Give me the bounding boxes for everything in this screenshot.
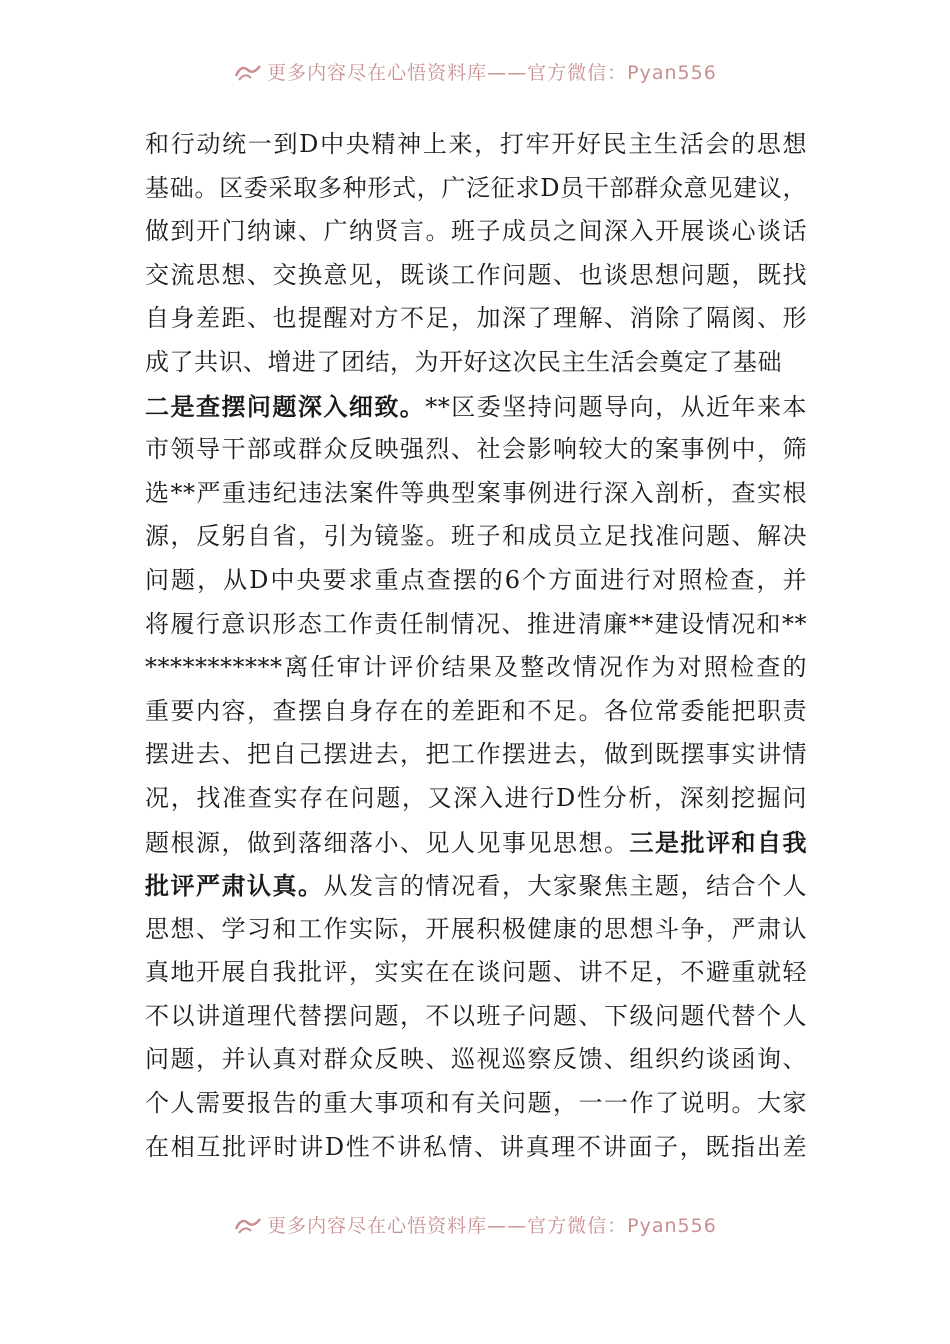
text-line <box>145 646 807 690</box>
body-text: 在相互批评时讲D性不讲私情、讲真理不讲面子，既指出差 <box>145 1132 807 1161</box>
text-line <box>145 559 807 603</box>
body-text: 不以讲道理代替摆问题，不以班子问题、下级问题代替个人 <box>145 1001 807 1030</box>
body-text: 题根源，做到落细落小、见人见事见思想。 <box>145 828 630 857</box>
body-text: 基础。区委采取多种形式，广泛征求D员干部群众意见建议， <box>145 173 807 202</box>
text-line <box>145 210 807 254</box>
body-text: 源，反躬自省，引为镜鉴。班子和成员立足找准问题、解决 <box>145 522 807 551</box>
text-line <box>145 1038 807 1082</box>
logo-mark-icon <box>233 62 263 82</box>
footer-watermark <box>0 1211 950 1241</box>
text-line <box>145 908 807 952</box>
body-text: 从发言的情况看，大家聚焦主题，结合个人 <box>323 872 807 901</box>
text-line <box>145 123 807 167</box>
body-text: 重要内容，查摆自身存在的差距和不足。各位常委能把职责 <box>145 696 807 725</box>
text-line <box>145 864 807 908</box>
body-text: 思想、学习和工作实际，开展积极健康的思想斗争，严肃认 <box>145 914 807 943</box>
footer-watermark-text: 更多内容尽在心悟资料库——官方微信：Pyan556 <box>267 1215 717 1237</box>
text-line <box>145 472 807 516</box>
logo-mark-icon <box>233 1215 263 1235</box>
body-text: 做到开门纳谏、广纳贤言。班子成员之间深入开展谈心谈话 <box>145 217 807 246</box>
text-line <box>145 428 807 472</box>
body-text: 市领导干部或群众反映强烈、社会影响较大的案事例中，筛 <box>145 435 807 464</box>
text-line <box>145 995 807 1039</box>
text-line <box>145 254 807 298</box>
body-text: 摆进去、把自己摆进去，把工作摆进去，做到既摆事实讲情 <box>145 740 807 769</box>
bold-heading-text: 二是查摆问题深入细致。 <box>145 391 426 421</box>
body-text: 真地开展自我批评，实实在在谈问题、讲不足，不避重就轻 <box>145 958 807 987</box>
body-text: 个人需要报告的重大事项和有关问题，一一作了说明。大家 <box>145 1089 807 1118</box>
bold-heading-text: 三是批评和自我 <box>629 827 807 857</box>
body-text: 将履行意识形态工作责任制情况、推进清廉**建设情况和** <box>145 609 807 638</box>
body-text: **区委坚持问题导向，从近年来本 <box>425 392 807 421</box>
text-line <box>145 297 807 341</box>
body-text: 况，找准查实存在问题，又深入进行D性分析，深刻挖掘问 <box>145 783 807 812</box>
bold-heading-text: 批评严肃认真。 <box>145 871 324 901</box>
text-line <box>145 951 807 995</box>
body-text: 问题，从D中央要求重点查摆的6个方面进行对照检查，并 <box>145 565 807 594</box>
body-text: 交流思想、交换意见，既谈工作问题、也谈思想问题，既找 <box>145 260 807 289</box>
text-line <box>145 603 807 647</box>
text-line <box>145 1126 807 1170</box>
document-body <box>145 123 807 1169</box>
header-watermark <box>0 58 950 88</box>
text-line <box>145 690 807 734</box>
header-watermark-text: 更多内容尽在心悟资料库——官方微信：Pyan556 <box>267 62 717 84</box>
body-text: 选**严重违纪违法案件等典型案事例进行深入剖析，查实根 <box>145 478 807 507</box>
text-line <box>145 515 807 559</box>
body-text: 问题，并认真对群众反映、巡视巡察反馈、组织约谈函询、 <box>145 1045 807 1074</box>
text-line <box>145 1082 807 1126</box>
text-line <box>145 167 807 211</box>
body-text: 和行动统一到D中央精神上来，打牢开好民主生活会的思想 <box>145 130 807 158</box>
text-line <box>145 733 807 777</box>
body-text: ***********离任审计评价结果及整改情况作为对照检查的 <box>145 653 807 682</box>
text-line <box>145 341 807 385</box>
body-text: 成了共识、增进了团结，为开好这次民主生活会奠定了基础 <box>145 347 782 376</box>
body-text: 自身差距、也提醒对方不足，加深了理解、消除了隔阂、形 <box>145 304 807 333</box>
text-line <box>145 385 807 429</box>
text-line <box>145 777 807 821</box>
text-line <box>145 821 807 865</box>
